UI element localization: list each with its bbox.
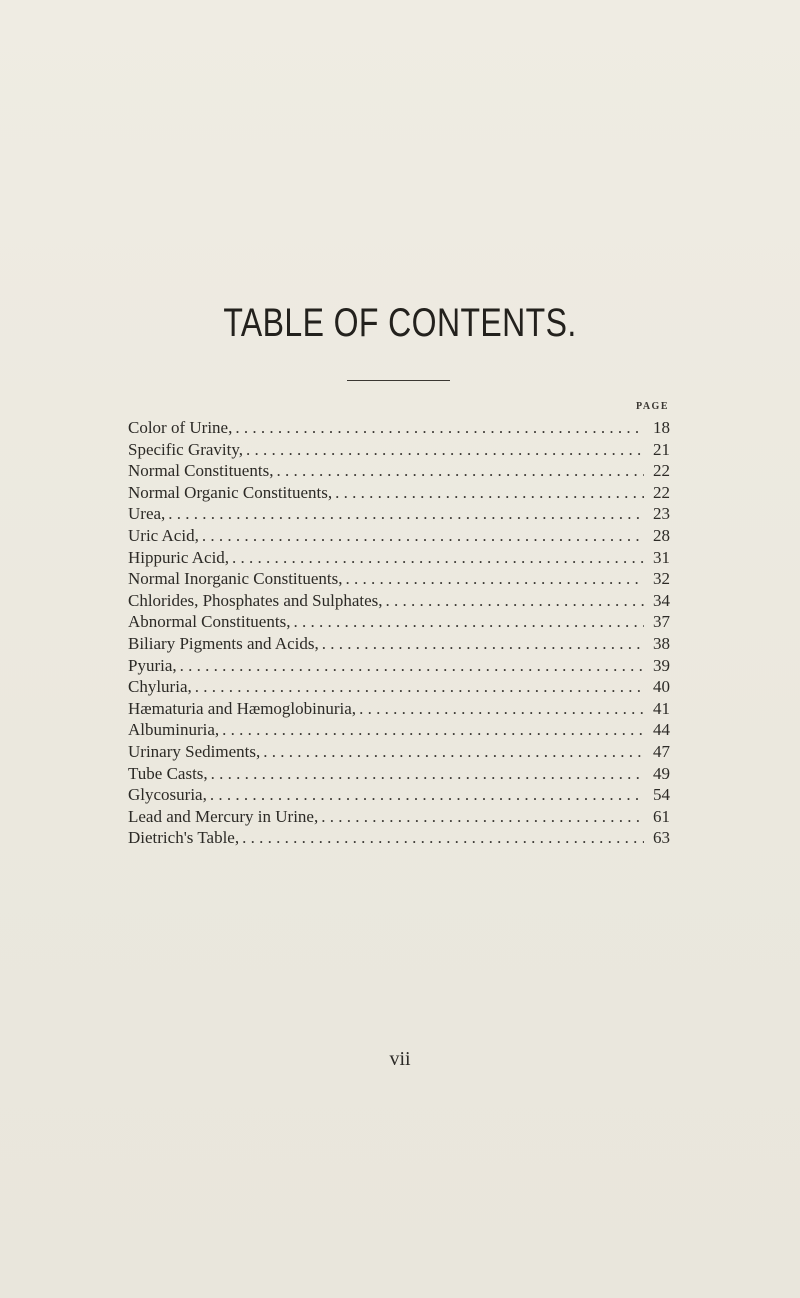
contents-list bbox=[128, 417, 670, 849]
toc-entry-title: Normal Organic Constituents, bbox=[128, 482, 333, 502]
toc-entry bbox=[128, 827, 670, 849]
toc-entry-page: 54 bbox=[653, 785, 670, 805]
toc-entry-page: 21 bbox=[653, 439, 670, 459]
toc-entry-page: 31 bbox=[653, 547, 670, 567]
toc-entry-title: Abnormal Constituents, bbox=[128, 612, 291, 632]
toc-entry-title: Dietrich's Table, bbox=[128, 828, 240, 848]
toc-entry-title: Urinary Sediments, bbox=[128, 741, 261, 761]
toc-entry-title: Glycosuria, bbox=[128, 785, 207, 805]
toc-leader-dots bbox=[222, 719, 644, 741]
toc-entry-title: Chyluria, bbox=[128, 677, 192, 697]
toc-entry-page: 23 bbox=[653, 504, 670, 524]
toc-entry bbox=[128, 547, 670, 569]
toc-leader-dots bbox=[359, 698, 644, 720]
toc-entry bbox=[128, 676, 670, 698]
toc-leader-dots bbox=[235, 417, 644, 439]
page-column-header: PAGE bbox=[635, 401, 669, 412]
toc-entry bbox=[128, 503, 670, 525]
toc-entry bbox=[128, 417, 670, 439]
toc-leader-dots bbox=[322, 633, 644, 655]
toc-leader-dots bbox=[202, 525, 644, 547]
toc-entry-title: Normal Constituents, bbox=[128, 461, 274, 481]
toc-entry bbox=[128, 633, 670, 655]
toc-entry-title: Normal Inorganic Constituents, bbox=[128, 569, 343, 589]
toc-leader-dots bbox=[276, 460, 644, 482]
toc-entry-page: 22 bbox=[653, 461, 670, 481]
toc-entry-page: 63 bbox=[653, 828, 670, 848]
toc-entry-title: Hæmaturia and Hæmoglobinuria, bbox=[128, 698, 357, 718]
toc-leader-dots bbox=[335, 482, 644, 504]
toc-leader-dots bbox=[321, 806, 644, 828]
toc-entry-page: 44 bbox=[653, 720, 670, 740]
toc-entry-title: Pyuria, bbox=[128, 655, 177, 675]
toc-entry bbox=[128, 741, 670, 763]
toc-entry-title: Lead and Mercury in Urine, bbox=[128, 806, 319, 826]
toc-entry-page: 32 bbox=[653, 569, 670, 589]
toc-entry bbox=[128, 763, 670, 785]
page-title: TABLE OF CONTENTS. bbox=[223, 301, 577, 345]
toc-leader-dots bbox=[210, 784, 644, 806]
toc-entry bbox=[128, 806, 670, 828]
toc-entry bbox=[128, 719, 670, 741]
title-divider bbox=[347, 380, 450, 381]
toc-entry-page: 38 bbox=[653, 633, 670, 653]
toc-entry-page: 47 bbox=[653, 741, 670, 761]
toc-entry-page: 61 bbox=[653, 806, 670, 826]
toc-entry-page: 37 bbox=[653, 612, 670, 632]
toc-entry bbox=[128, 439, 670, 461]
toc-entry-title: Color of Urine, bbox=[128, 418, 233, 437]
toc-entry-title: Urea, bbox=[128, 504, 166, 524]
toc-entry-page: 39 bbox=[653, 655, 670, 675]
toc-entry-page: 49 bbox=[653, 763, 670, 783]
toc-entry bbox=[128, 460, 670, 482]
toc-leader-dots bbox=[211, 763, 644, 785]
toc-leader-dots bbox=[195, 676, 644, 698]
toc-entry-title: Chlorides, Phosphates and Sulphates, bbox=[128, 590, 383, 610]
toc-leader-dots bbox=[263, 741, 644, 763]
toc-entry bbox=[128, 611, 670, 633]
toc-entry-title: Biliary Pigments and Acids, bbox=[128, 633, 319, 653]
toc-entry bbox=[128, 784, 670, 806]
toc-entry-title: Specific Gravity, bbox=[128, 439, 244, 459]
toc-entry-page: 34 bbox=[653, 590, 670, 610]
toc-entry bbox=[128, 482, 670, 504]
toc-entry-page: 28 bbox=[653, 525, 670, 545]
toc-leader-dots bbox=[293, 611, 644, 633]
toc-entry-page: 40 bbox=[653, 677, 670, 697]
toc-entry-page: 22 bbox=[653, 482, 670, 502]
toc-entry-title: Hippuric Acid, bbox=[128, 547, 230, 567]
toc-entry bbox=[128, 568, 670, 590]
toc-entry-page: 18 bbox=[653, 418, 670, 437]
toc-leader-dots bbox=[242, 827, 644, 849]
toc-entry-title: Uric Acid, bbox=[128, 525, 199, 545]
toc-entry-title: Albuminuria, bbox=[128, 720, 220, 740]
toc-leader-dots bbox=[168, 503, 644, 525]
toc-leader-dots bbox=[346, 568, 644, 590]
toc-entry bbox=[128, 655, 670, 677]
toc-leader-dots bbox=[180, 655, 644, 677]
toc-entry bbox=[128, 590, 670, 612]
toc-entry-page: 41 bbox=[653, 698, 670, 718]
toc-leader-dots bbox=[386, 590, 644, 612]
page-number: vii bbox=[389, 1048, 411, 1070]
toc-entry-title: Tube Casts, bbox=[128, 763, 208, 783]
toc-entry bbox=[128, 525, 670, 547]
toc-entry bbox=[128, 698, 670, 720]
toc-leader-dots bbox=[232, 547, 644, 569]
toc-leader-dots bbox=[246, 439, 644, 461]
